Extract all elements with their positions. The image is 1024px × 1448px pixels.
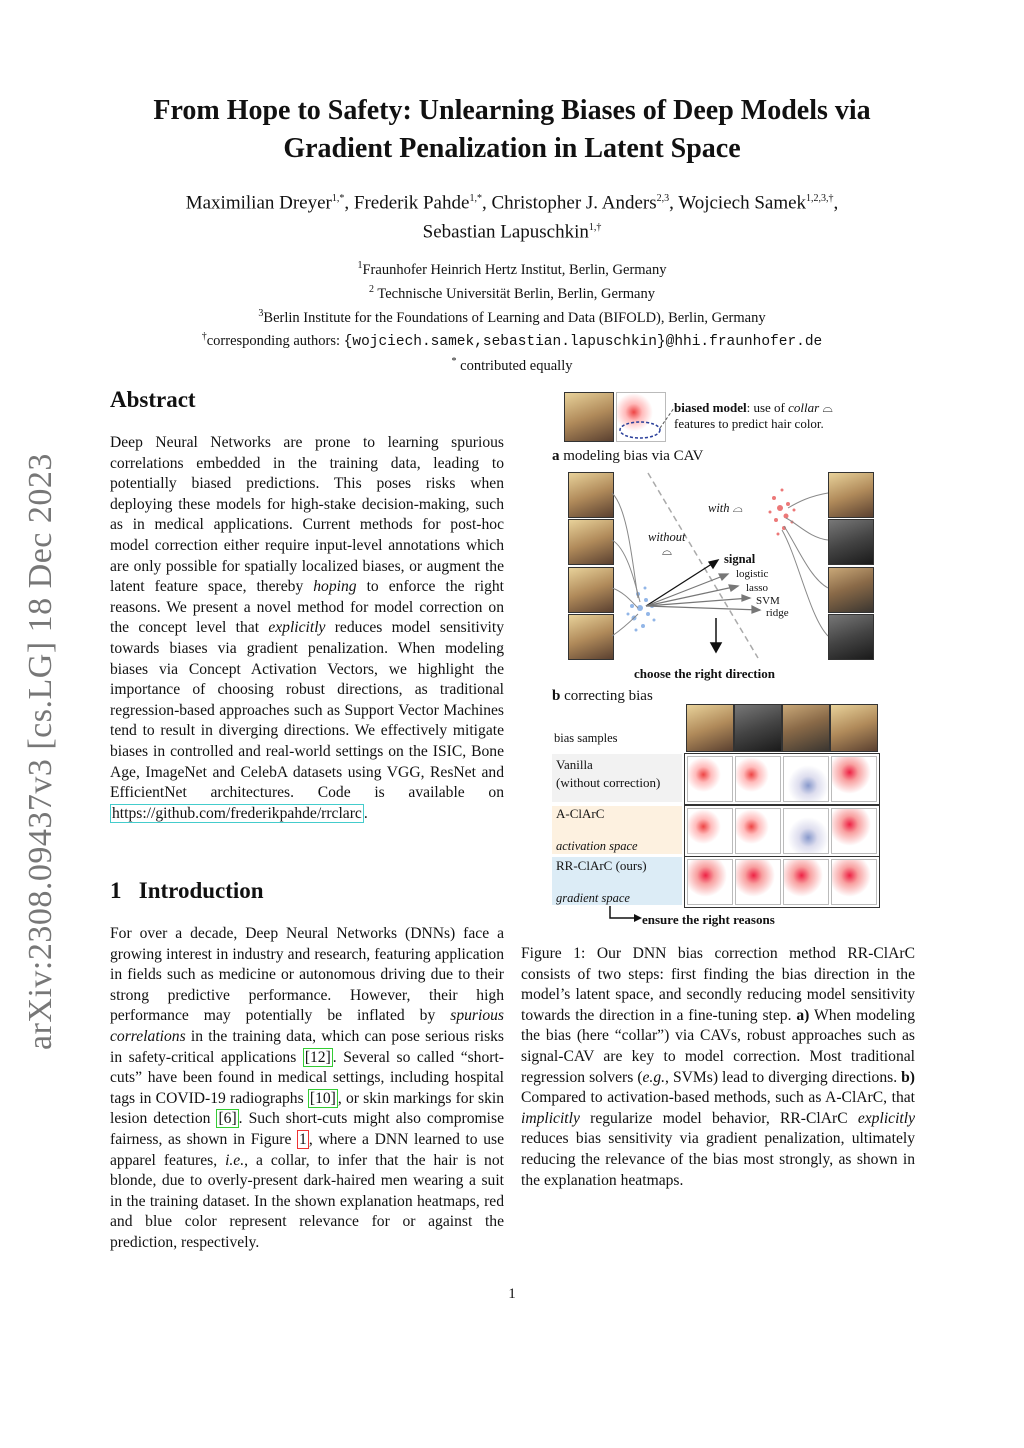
author-name: Wojciech Samek bbox=[678, 192, 807, 214]
citation-link[interactable]: [10] bbox=[309, 1089, 336, 1107]
section-heading-introduction bbox=[110, 878, 504, 904]
gradient-space-label: gradient space bbox=[556, 891, 630, 905]
cav-diagram bbox=[548, 468, 888, 668]
ridge-label: ridge bbox=[766, 607, 789, 619]
logistic-label: logistic bbox=[736, 568, 769, 580]
author-name: Christopher J. Anders bbox=[491, 192, 657, 214]
rrclarc-label: RR-ClArC (ours) bbox=[556, 858, 647, 873]
figure-caption: Figure 1: Our DNN bias correction method RR-ClArC consists of two steps: first finding the bias direction in the model’s latent space, and secondly reducing model sensitivity towards the direction in a fine-tuning step. a) When modeling the bias (here “collar”) via CAVs, robust approaches such as signal-CAV are key to model correction. Most traditional regression solvers (e.g., SVMs) lead to diverging directions. b) Compared to activation-based methods, such as A-ClArC, that implicitly regularize model behavior, RR-ClArC explicitly reduces bias sensitivity via gradient penalization, ultimately reducing the relevance of the bias most strongly, as shown in the explanation heatmaps. bbox=[521, 945, 915, 1189]
sample-face-image bbox=[686, 704, 734, 752]
abstract-body: Deep Neural Networks are prone to learning spurious correlations embedded in the training data, leading to potentially biased predictions. This poses risks when deploying these models for high-stake decision-making, such as in medical applications. Current methods for post-hoc model correction either require input-level annotations which are only possible for spatially localized biases, or augment the latent feature space, thereby hoping to enforce the right reasons. We present a novel method for model correction on the concept level that explicitly reduces model sensitivity towards biases via gradient penalization. When modeling biases via Concept Activation Vectors, we highlight the importance of choosing robust directions, as traditional regression-based approaches such as Support Vector Machines tend to result in diverging directions. We effectively mitigate biases in controlled and real-world settings on the ISIC, Bone Age, ImageNet and CelebA datasets using VGG, ResNet and EfficientNet architectures. Code is available on https://github.com/frederikpahde/rrclarc . bbox=[110, 434, 504, 822]
sample-face-image bbox=[734, 704, 782, 752]
affil-sup: 1 bbox=[357, 260, 363, 271]
affil-sup: 3 bbox=[258, 307, 264, 319]
contributed-equally: contributed equally bbox=[460, 358, 573, 375]
affil-sup: 2 bbox=[369, 283, 374, 295]
code-link[interactable]: https://github.com/frederikpahde/rrclarc bbox=[112, 804, 362, 822]
lasso-label: lasso bbox=[746, 582, 768, 594]
citation-link[interactable]: [6] bbox=[218, 1110, 237, 1128]
author-name: Sebastian Lapuschkin bbox=[422, 221, 589, 243]
signal-label: signal bbox=[724, 552, 756, 566]
introduction-body: For over a decade, Deep Neural Networks (DNNs) face a growing interest in industry and research, featuring application in fields such as medicine or autonomous driving due to their strong predictive performance. However, their high performance may potentially be inflated by spurious correlations in the training data, which can pose serious risks in safety-critical applications [12] . Several so called “short-cuts” have been found in medical settings, including hospital tags in COVID-19 radiographs [10] , or skin markings for skin lesion detection [6] . Such short-cuts might also compromise fairness, as shown in Figure 1 , where a DNN learned to use apparel features, i.e., a collar, to infer that the hair is not blonde, due to overly-present dark-haired men wearing a suit in the training dataset. In the shown explanation heatmaps, red and blue color represent relevance for or against the prediction, respectively. bbox=[110, 925, 505, 1251]
author-sup: 1,* bbox=[331, 193, 345, 204]
section-title: Introduction bbox=[138, 878, 264, 903]
figure-link[interactable]: 1 bbox=[299, 1130, 307, 1148]
vanilla-label: Vanilla (without correction) bbox=[556, 757, 661, 790]
citation-link[interactable]: [12] bbox=[304, 1048, 331, 1066]
vanilla-heatmaps bbox=[684, 753, 880, 805]
sample-face-image bbox=[830, 704, 878, 752]
author-name: Maximilian Dreyer bbox=[185, 192, 332, 214]
biased-model-text: biased model: use of collar ⌓ features to predict hair color. bbox=[674, 400, 833, 431]
arxiv-identifier: arXiv:2308.09437v3 [cs.LG] 18 Dec 2023 bbox=[22, 453, 59, 1050]
title-line-2: Gradient Penalization in Latent Space bbox=[283, 133, 741, 164]
choose-direction-label: choose the right direction bbox=[634, 666, 775, 681]
author-list: Maximilian Dreyer$^{1,*}$, Frederik Pahde$^{1,*}$, Christopher J. Anders$^{2,3}$, Wojciech Samek$^{1,2,3,\dagger}$, Sebastian Lapuschkin$^{1,\dagger}$ bbox=[185, 192, 839, 243]
panel-b-label: b correcting bias bbox=[552, 688, 653, 704]
ensure-label: ensure the right reasons bbox=[642, 912, 775, 927]
title-line-1: From Hope to Safety: Unlearning Biases of Deep Models via bbox=[153, 95, 871, 126]
with-collar-cluster bbox=[769, 489, 796, 536]
collar-icon: ⌓ bbox=[822, 400, 833, 415]
page-number: 1 bbox=[508, 1286, 516, 1302]
affiliation: Fraunhofer Heinrich Hertz Institut, Berlin, Germany bbox=[362, 261, 667, 278]
figure-1 bbox=[548, 388, 888, 933]
without-label: without bbox=[648, 530, 686, 544]
section-number: 1 bbox=[110, 878, 122, 903]
panel-a-label: a modeling bias via CAV bbox=[552, 448, 704, 464]
author-sup: 1,* bbox=[469, 193, 482, 204]
affiliation: Technische Universität Berlin, Berlin, Germany bbox=[374, 285, 655, 302]
affiliations: $^1$Fraunhofer Heinrich Hertz Institut, Berlin, Germany $^2$ Technische Universität Berlin, Berlin, Germany $^3$Berlin Institute for the Foundations of Learning and Data (BIFOLD), Berlin, Germany †corresponding authors: {wojciech.samek,sebastian.lapuschkin}@hhi.fraunhofer.de * contributed equally bbox=[201, 260, 823, 375]
author-sup: 1,2,3,† bbox=[806, 193, 834, 204]
svm-label: SVM bbox=[756, 595, 780, 607]
bias-samples-label: bias samples bbox=[554, 731, 618, 745]
with-label: with ⌓ bbox=[708, 501, 743, 515]
abstract-heading: Abstract bbox=[110, 387, 196, 412]
aclarc-label: A-ClArC bbox=[556, 806, 605, 821]
corresponding-label: corresponding authors: bbox=[206, 333, 344, 350]
affiliation: Berlin Institute for the Foundations of Learning and Data (BIFOLD), Berlin, Germany bbox=[263, 309, 766, 326]
activation-space-label: activation space bbox=[556, 839, 638, 853]
paper-title bbox=[0, 92, 1024, 168]
author-sup: 1,† bbox=[588, 222, 602, 234]
sample-face-image bbox=[782, 704, 830, 752]
corresponding-emails[interactable]: {wojciech.samek,sebastian.lapuschkin}@hhi.fraunhofer.de bbox=[343, 334, 823, 351]
rrclarc-heatmaps bbox=[684, 856, 880, 908]
author-name: Frederik Pahde bbox=[353, 192, 470, 214]
author-sup: 2,3 bbox=[656, 193, 670, 204]
collar-icon: ⌓ bbox=[662, 544, 672, 558]
without-collar-cluster bbox=[627, 587, 656, 632]
aclarc-heatmaps bbox=[684, 805, 880, 857]
